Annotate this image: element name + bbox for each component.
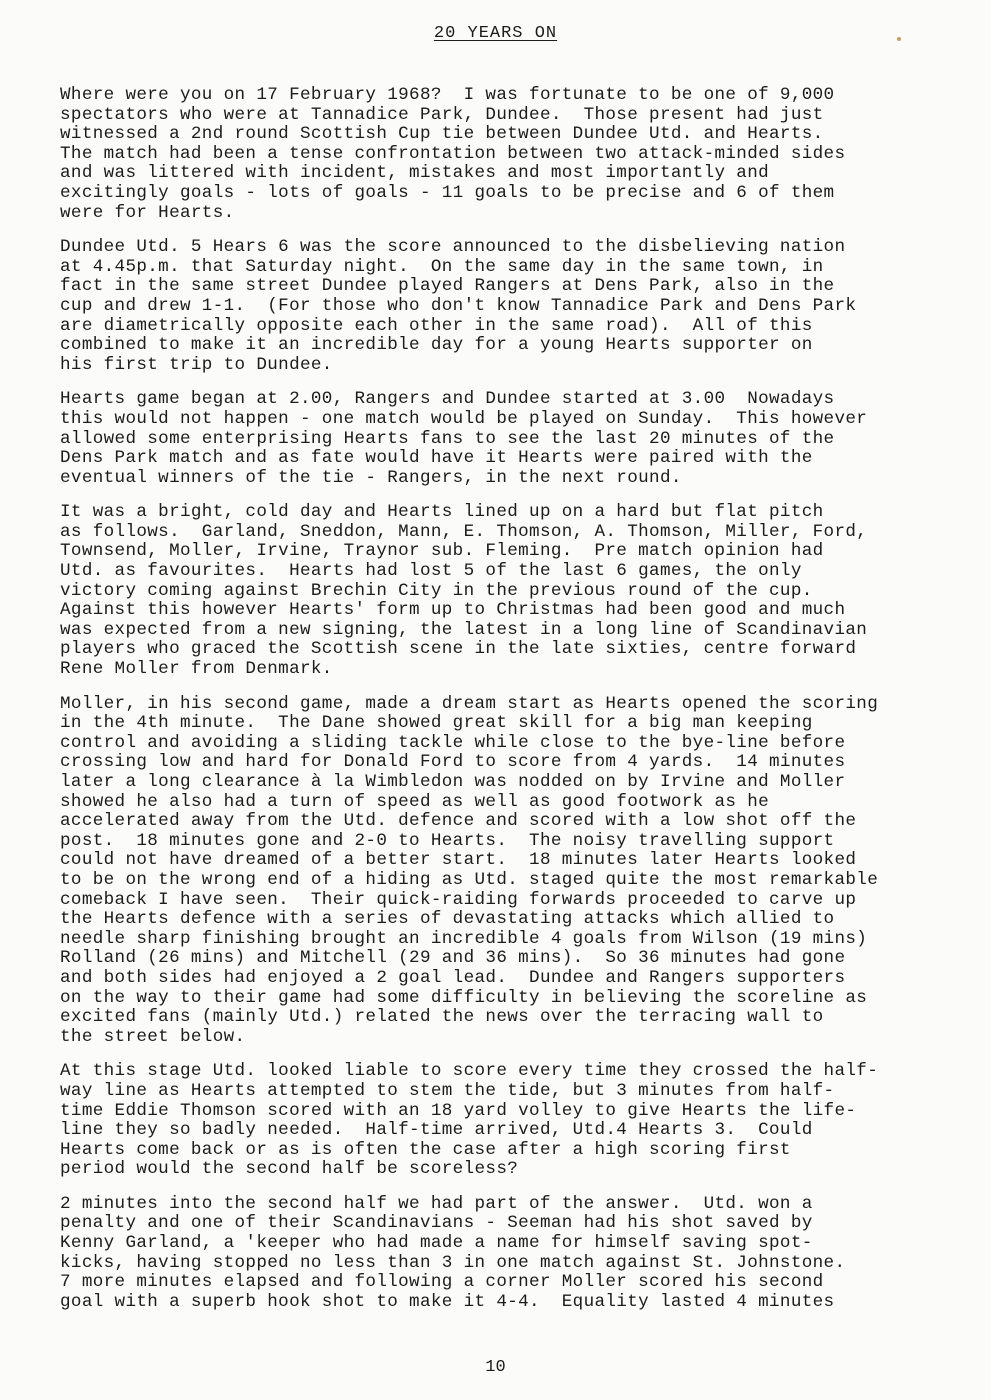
text-line: kicks, having stopped no less than 3 in one match against St. Johnstone. — [60, 1252, 846, 1273]
text-line: The match had been a tense confrontation between two attack-minded sides — [60, 143, 846, 164]
text-line: time Eddie Thomson scored with an 18 yard volley to give Hearts the life- — [60, 1100, 857, 1121]
text-line: post. 18 minutes gone and 2-0 to Hearts. The noisy travelling support — [60, 830, 835, 851]
text-line: excited fans (mainly Utd.) related the news over the terracing wall to — [60, 1007, 824, 1028]
text-line: Rolland (26 mins) and Mitchell (29 and 36 mins). So 36 minutes had gone — [60, 948, 846, 969]
page-title: 20 YEARS ON — [433, 24, 558, 43]
text-line: witnessed a 2nd round Scottish Cup tie between Dundee Utd. and Hearts. — [60, 124, 824, 145]
text-line: comeback I have seen. Their quick-raiding forwards proceeded to carve up — [60, 889, 857, 910]
text-line: combined to make it an incredible day for a young Hearts supporter on — [60, 335, 813, 356]
text-line: are diametrically opposite each other in the same road). All of this — [60, 315, 813, 336]
text-line: Moller, in his second game, made a dream start as Hearts opened the scoring — [60, 693, 879, 714]
text-line: Hearts game began at 2.00, Rangers and Dundee started at 3.00 Nowadays — [60, 389, 835, 410]
text-line: goal with a superb hook shot to make it 4-4. Equality lasted 4 minutes — [60, 1291, 835, 1312]
text-line: this would not happen - one match would be played on Sunday. This however — [60, 408, 868, 429]
text-line: excitingly goals - lots of goals - 11 goals to be precise and 6 of them — [60, 182, 835, 203]
text-line: accelerated away from the Utd. defence and scored with a low shot off the — [60, 811, 857, 832]
text-line: could not have dreamed of a better start. 18 minutes later Hearts looked — [60, 850, 857, 871]
text-line: players who graced the Scottish scene in the late sixties, centre forward — [60, 639, 857, 660]
text-line: Kenny Garland, a 'keeper who had made a name for himself saving spot- — [60, 1233, 813, 1254]
text-line: way line as Hearts attempted to stem the tide, but 3 minutes from half- — [60, 1080, 835, 1101]
paragraph — [60, 1195, 960, 1313]
text-line: as follows. Garland, Sneddon, Mann, E. Thomson, A. Thomson, Miller, Ford, — [60, 521, 868, 542]
text-line: showed he also had a turn of speed as well as good footwork as he — [60, 791, 770, 812]
text-line: the street below. — [60, 1026, 246, 1047]
text-line: 2 minutes into the second half we had part of the answer. Utd. won a — [60, 1193, 813, 1214]
text-line: cup and drew 1-1. (For those who don't know Tannadice Park and Dens Park — [60, 295, 857, 316]
text-line: At this stage Utd. looked liable to score every time they crossed the half- — [60, 1061, 879, 1082]
paragraph — [60, 390, 960, 488]
text-line: eventual winners of the tie - Rangers, in the next round. — [60, 467, 682, 488]
paragraph — [60, 503, 960, 679]
text-line: line they so badly needed. Half-time arrived, Utd.4 Hearts 3. Could — [60, 1120, 813, 1141]
text-line: Hearts come back or as is often the case after a high scoring first — [60, 1139, 791, 1160]
text-line: were for Hearts. — [60, 202, 235, 223]
text-line: fact in the same street Dundee played Rangers at Dens Park, also in the — [60, 276, 835, 297]
text-line: 7 more minutes elapsed and following a corner Moller scored his second — [60, 1272, 824, 1293]
text-line: crossing low and hard for Donald Ford to score from 4 yards. 14 minutes — [60, 752, 846, 773]
text-line: later a long clearance à la Wimbledon was nodded on by Irvine and Moller — [60, 772, 846, 792]
text-line: Rene Moller from Denmark. — [60, 659, 333, 680]
text-line: his first trip to Dundee. — [60, 354, 333, 375]
text-line: victory coming against Brechin City in the previous round of the cup. — [60, 580, 813, 601]
text-line: needle sharp finishing brought an incredible 4 goals from Wilson (19 mins) — [60, 928, 868, 949]
text-line: and both sides had enjoyed a 2 goal lead. Dundee and Rangers supporters — [60, 967, 846, 988]
text-line: was expected from a new signing, the latest in a long line of Scandinavian — [60, 619, 868, 640]
text-line: penalty and one of their Scandinavians - Seeman had his shot saved by — [60, 1213, 813, 1234]
text-line: at 4.45p.m. that Saturday night. On the same day in the same town, in — [60, 256, 824, 277]
article-body — [60, 86, 960, 1327]
text-line: allowed some enterprising Hearts fans to see the last 20 minutes of the — [60, 428, 835, 449]
paragraph — [60, 86, 960, 223]
text-line: in the 4th minute. The Dane showed great skill for a big man keeping — [60, 713, 813, 734]
text-line: Where were you on 17 February 1968? I was fortunate to be one of 9,000 — [60, 85, 835, 105]
text-line: the Hearts defence with a series of devastating attacks which allied to — [60, 909, 835, 930]
text-line: period would the second half be scoreless? — [60, 1159, 519, 1180]
text-line: and was littered with incident, mistakes and most importantly and — [60, 163, 770, 184]
text-line: control and avoiding a sliding tackle while close to the bye-line before — [60, 732, 846, 753]
text-line: Townsend, Moller, Irvine, Traynor sub. Fleming. Pre match opinion had — [60, 541, 824, 562]
text-line: to be on the wrong end of a hiding as Utd. staged quite the most remarkable — [60, 869, 879, 890]
text-line: It was a bright, cold day and Hearts lined up on a hard but flat pitch — [60, 502, 824, 523]
page-number: 10 — [485, 1358, 506, 1377]
text-line: on the way to their game had some difficulty in believing the scoreline as — [60, 987, 868, 1008]
text-line: Dundee Utd. 5 Hears 6 was the score announced to the disbelieving nation — [60, 237, 846, 258]
text-line: Dens Park match and as fate would have it Hearts were paired with the — [60, 448, 813, 469]
paragraph — [60, 1062, 960, 1180]
text-line: spectators who were at Tannadice Park, Dundee. Those present had just — [60, 104, 824, 125]
text-line: Utd. as favourites. Hearts had lost 5 of the last 6 games, the only — [60, 561, 802, 582]
paragraph — [60, 695, 960, 1048]
paragraph — [60, 238, 960, 375]
text-line: Against this however Hearts' form up to Christmas had been good and much — [60, 600, 846, 621]
